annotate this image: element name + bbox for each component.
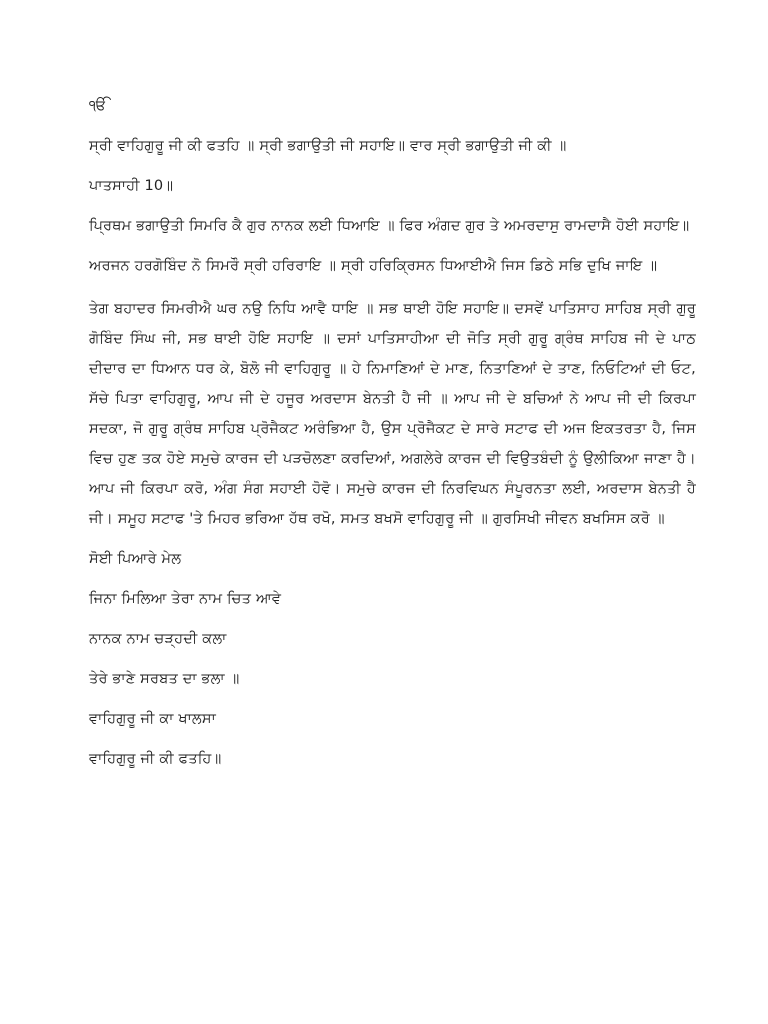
closing-line-3: ਨਾਨਕ ਨਾਮ ਚੜ੍ਹਦੀ ਕਲਾ <box>89 631 227 647</box>
closing-line-2: ਜਿਨਾ ਮਿਲਿਆ ਤੇਰਾ ਨਾਮ ਚਿਤ ਆਵੇ <box>89 591 282 607</box>
closing-line-6: ਵਾਹਿਗੁਰੂ ਜੀ ਕੀ ਫਤਹਿ॥ <box>89 751 222 767</box>
ardas-paragraph: ਤੇਗ ਬਹਾਦਰ ਸਿਮਰੀਐ ਘਰ ਨਉ ਨਿਧਿ ਆਵੈ ਧਾਇ ॥ ਸਭ ਥਾਈ ਹੋਇ ਸਹਾਇ॥ ਦਸਵੇਂ ਪਾਤਿਸਾਹ ਸਾਹਿਬ ਸ੍ਰੀ ਗੁਰੂ ਗੋਬਿੰਦ ਸਿੰਘ ਜੀ, ਸਭ ਥਾਈ ਹੋਇ ਸਹਾਇ ॥ ਦਸਾਂ ਪਾਤਿਸਾਹੀਆ ਦੀ ਜੋਤਿ ਸ੍ਰੀ ਗੁਰੂ ਗ੍ਰੰਥ ਸਾਹਿਬ ਜੀ ਦੇ ਪਾਠ ਦੀਦਾਰ ਦਾ ਧਿਆਨ ਧਰ ਕੇ, ਬੋਲੋ ਜੀ ਵਾਹਿਗੁਰੂ ॥ ਹੇ ਨਿਮਾਣਿਆਂ ਦੇ ਮਾਣ, ਨਿਤਾਣਿਆਂ ਦੇ ਤਾਣ, ਨਿਓਟਿਆਂ ਦੀ ਓਟ, ਸੱਚੇ ਪਿਤਾ ਵਾਹਿਗੁਰੂ, ਆਪ ਜੀ ਦੇ ਹਜੂਰ ਅਰਦਾਸ ਬੇਨਤੀ ਹੈ ਜੀ ॥ ਆਪ ਜੀ ਦੇ ਬਚਿਆਂ ਨੇ ਆਪ ਜੀ ਦੀ ਕਿਰਪਾ ਸਦਕਾ, ਜੋ ਗੁਰੂ ਗ੍ਰੰਥ ਸਾਹਿਬ ਪ੍ਰੋਜੈਕਟ ਅਰੰਭਿਆ ਹੈ, ਉਸ ਪ੍ਰੋਜੈਕਟ ਦੇ ਸਾਰੇ ਸਟਾਫ ਦੀ ਅਜ ਇਕਤਰਤਾ ਹੈ, ਜਿਸ ਵਿਚ ਹੁਣ ਤਕ ਹੋਏ ਸਮੁਚੇ ਕਾਰਜ ਦੀ ਪੜਚੋਲਣਾ ਕਰਦਿਆਂ, ਅਗਲੇਰੇ ਕਾਰਜ ਦੀ ਵਿਉਤਬੰਦੀ ਨੂੰ ਉਲੀਕਿਆ ਜਾਣਾ ਹੈ। ਆਪ ਜੀ ਕਿਰਪਾ ਕਰੋ, ਅੰਗ ਸੰਗ ਸਹਾਈ ਹੋਵੋ। ਸਮੁਚੇ ਕਾਰਜ ਦੀ ਨਿਰਵਿਘਨ ਸੰਪੂਰਨਤਾ ਲਈ, ਅਰਦਾਸ ਬੇਨਤੀ ਹੈ ਜੀ। ਸਮੂਹ ਸਟਾਫ 'ਤੇ ਮਿਹਰ ਭਰਿਆ ਹੱਥ ਰਖੋ, ਸਮਤ ਬਖਸੋ ਵਾਹਿਗੁਰੂ ਜੀ ॥ ਗੁਰਸਿਖੀ ਜੀਵਨ ਬਖਸਿਸ ਕਰੋ ॥ <box>89 301 696 527</box>
invocation-line: ਸ੍ਰੀ ਵਾਹਿਗੁਰੂ ਜੀ ਕੀ ਫਤਹਿ ॥ ਸ੍ਰੀ ਭਗਾਉਤੀ ਜੀ ਸਹਾਇ॥ ਵਾਰ ਸ੍ਰੀ ਭਗਾਉਤੀ ਜੀ ਕੀ ॥ <box>89 138 567 154</box>
ik-onkar-symbol: ੴ <box>89 98 107 114</box>
prayer-verse-2: ਅਰਜਨ ਹਰਗੋਬਿੰਦ ਨੋ ਸਿਮਰੌ ਸ੍ਰੀ ਹਰਿਰਾਇ ॥ ਸ੍ਰੀ ਹਰਿਕ੍ਰਿਸਨ ਧਿਆਈਐ ਜਿਸ ਡਿਠੇ ਸਭਿ ਦੁਖਿ ਜਾਇ ॥ <box>89 258 658 274</box>
closing-line-4: ਤੇਰੇ ਭਾਣੇ ਸਰਬਤ ਦਾ ਭਲਾ ॥ <box>89 671 240 687</box>
closing-line-5: ਵਾਹਿਗੁਰੂ ਜੀ ਕਾ ਖਾਲਸਾ <box>89 711 216 727</box>
patshahi-heading: ਪਾਤਸਾਹੀ 10॥ <box>89 178 174 194</box>
closing-line-1: ਸੋਈ ਪਿਆਰੇ ਮੇਲ <box>89 551 182 567</box>
prayer-verse-1: ਪ੍ਰਿਥਮ ਭਗਾਉਤੀ ਸਿਮਰਿ ਕੈ ਗੁਰ ਨਾਨਕ ਲਈ ਧਿਆਇ ॥ ਫਿਰ ਅੰਗਦ ਗੁਰ ਤੇ ਅਮਰਦਾਸੁ ਰਾਮਦਾਸੈ ਹੋਈ ਸਹਾਇ॥ <box>89 218 690 234</box>
